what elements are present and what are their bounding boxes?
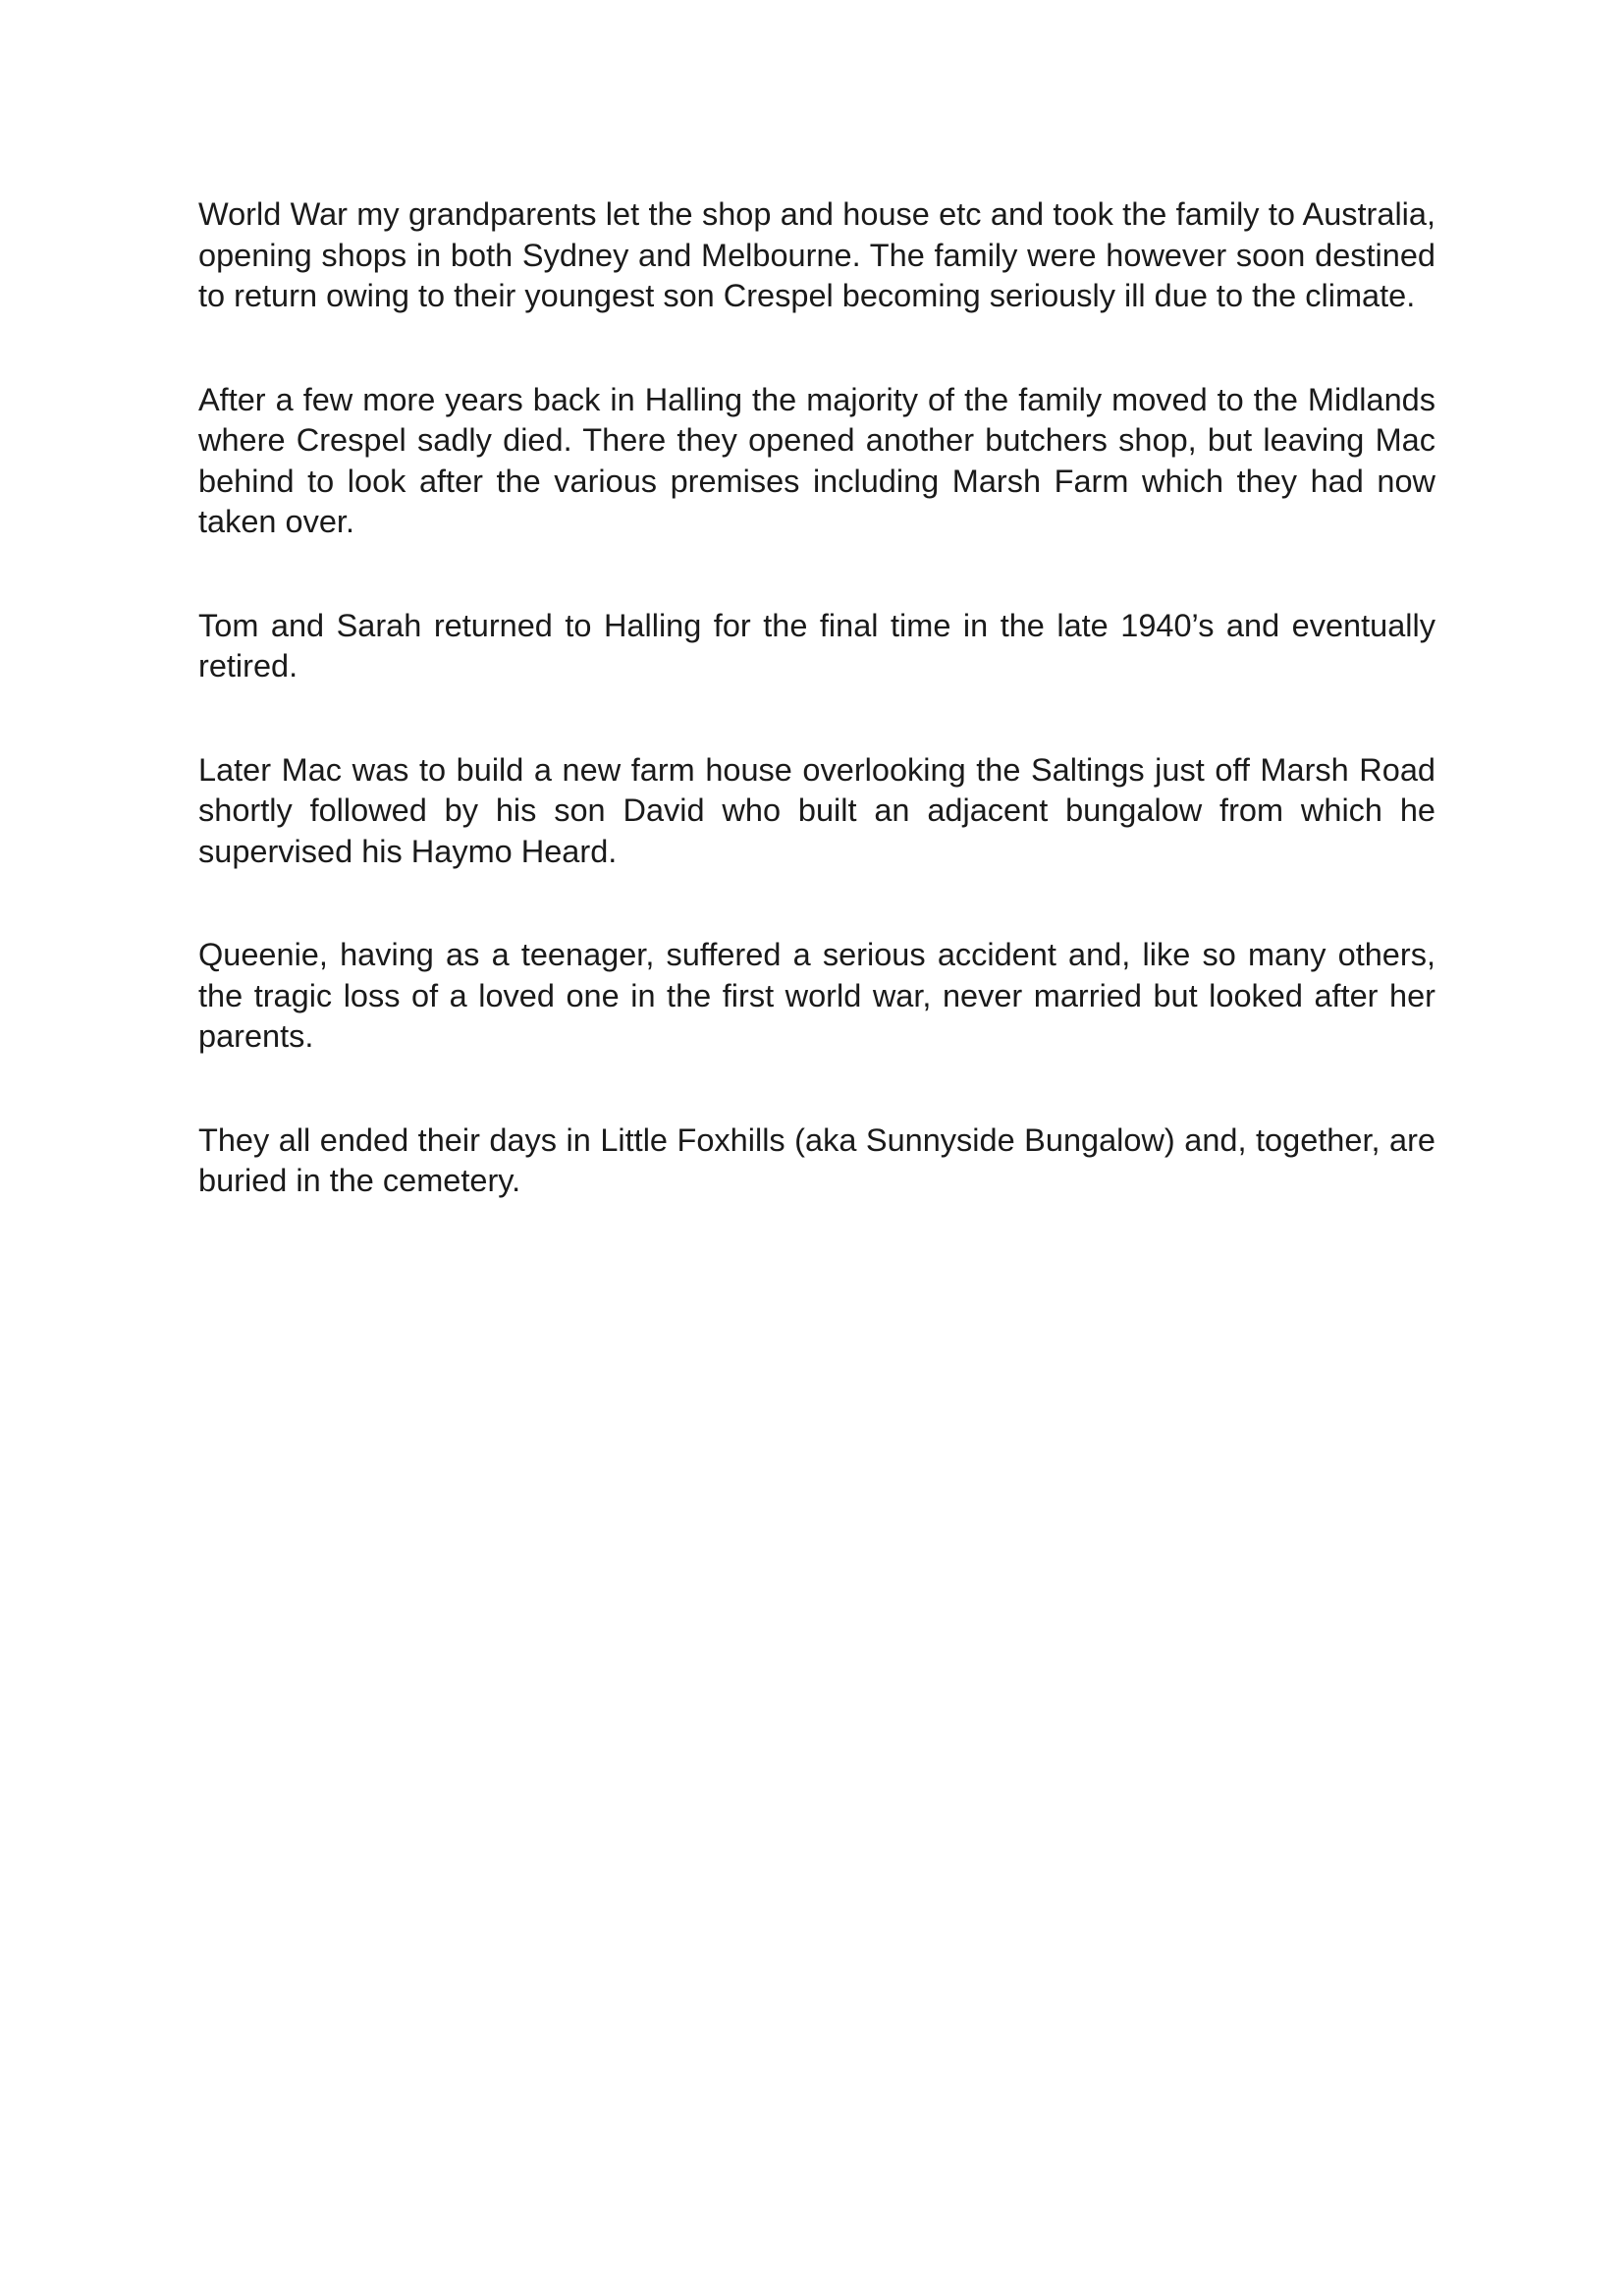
document-body xyxy=(198,194,1435,1265)
paragraph-farm-house: Later Mac was to build a new farm house overlooking the Saltings just off Marsh Road shortly followed by his son David who built an adjacent bungalow from which he supervised his Haymo Heard. xyxy=(198,751,1435,869)
paragraph-return-halling: Tom and Sarah returned to Halling for the final time in the late 1940’s and eventually retired. xyxy=(198,607,1435,683)
paragraph-queenie: Queenie, having as a teenager, suffered a serious accident and, like so many others, the tragic loss of a loved one in the first world war, never married but looked after her parents. xyxy=(198,937,1435,1054)
paragraph-australia: World War my grandparents let the shop and house etc and took the family to Australia, opening shops in both Sydney and Melbourne. The family were however soon destined to return owing to their youngest son Crespel becoming seriously ill due to the climate. xyxy=(198,196,1435,313)
paragraph-little-foxhills: They all ended their days in Little Foxhills (aka Sunnyside Bungalow) and, together, are buried in the cemetery. xyxy=(198,1121,1435,1198)
paragraph-midlands: After a few more years back in Halling the majority of the family moved to the Midlands where Crespel sadly died. There they opened another butchers shop, but leaving Mac behind to look after the various premises including Marsh Farm which they had now taken over. xyxy=(198,381,1435,539)
